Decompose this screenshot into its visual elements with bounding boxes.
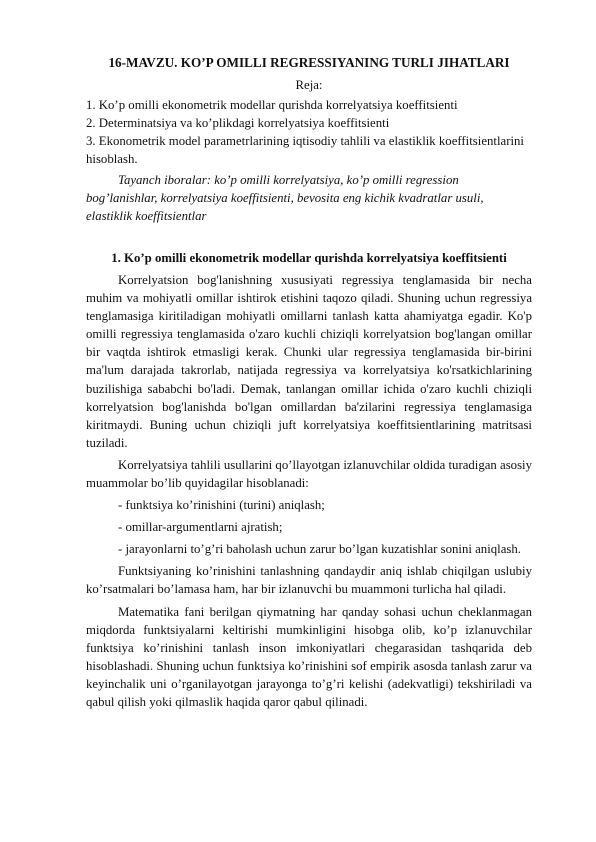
body-paragraph: Korrelyatsion bog'lanishning xususiyati regressiya tenglamasida bir necha muhim va mohiyatli omillar ishtirok etishini taqozo qiladi. Shuning uchun regressiya tenglamasiga kiritiladigan mohiyatli omillarni tanlash katta ahamiyatga egadir. Ko'p omilli regressiya tenglamasida o'zaro kuchli chiziqli korrelyatsion bog'langan omillar bir vaqtda ishtirok etmasligi kerak. Chunki ular regressiya tenglamasida bir-birini ma'lum darajada takrorlab, natijada regressiya va korrelyatsiya ko'rsatkichlarining buzilishiga sababchi bo'ladi. Demak, tanlangan omillar ichida o'zaro kuchli chiziqli korrelyatsion bog'lanishda bo'lgan omillardan ba'zilarini regressiya tenglamasiga kiritmaydi. Buning uchun chiziqli juft korrelyatsiya koeffitsientlarining matritsasi tuziladi. [86, 272, 532, 450]
document-body [86, 54, 532, 715]
section-heading: 1. Ko’p omilli ekonometrik modellar qurishda korrelyatsiya koeffitsienti [111, 250, 507, 265]
bullet-item: - jarayonlarni to’g’ri baholash uchun zarur bo’lgan kuzatishlar sonini aniqlash. [118, 542, 521, 557]
body-paragraph: Korrelyatsiya tahlili usullarini qo’llayotgan izlanuvchilar oldida turadigan asosiy muammolar bo’lib quyidagilar hisoblanadi: [86, 457, 533, 490]
plan-item: 1. Ko’p omilli ekonometrik modellar qurishda korrelyatsiya koeffitsienti [86, 98, 458, 113]
bullet-item: - funktsiya ko’rinishini (turini) aniqlash; [118, 498, 325, 513]
body-paragraph: Funktsiyaning ko’rinishini tanlashning qandaydir aniq ishlab chiqilgan uslubiy ko’rsatmalari bo’lamasa ham, har bir izlanuvchi bu muammoni turlicha hal qiladi. [86, 564, 532, 597]
keywords-paragraph: Tayanch iboralar: ko’p omilli korrelyatsiya, ko’p omilli regression bog’lanishlar, korrelyatsiya koeffitsienti, bevosita eng kichik kvadratlar usuli, elastiklik koeffitsientlar [86, 172, 484, 223]
bullet-item: - omillar-argumentlarni ajratish; [118, 520, 283, 535]
document-title: 16-MAVZU. KO’P OMILLI REGRESSIYANING TURLI JIHATLARI [108, 55, 510, 70]
body-paragraph: Matematika fani berilgan qiymatning har qanday sohasi uchun cheklanmagan miqdorda funktsiyalarni keltirishi mumkinligini hisobga olib, ko’p izlanuvchilar funktsiya ko’rinishini tanlash inson imkoniyatlari chegarasidan tashqarida deb hisoblashadi. Shuning uchun funktsiya ko’rinishini sof empirik asosda tanlash zarur va keyinchalik uni o’rganilayotgan jarayonga to’g’ri kelishi (adekvatligi) tekshiriladi va qabul qilish yoki qilmaslik haqida qaror qabul qilinadi. [86, 604, 532, 709]
plan-label: Reja: [295, 78, 323, 93]
plan-item: 2. Determinatsiya va ko’plikdagi korrelyatsiya koeffitsienti [86, 116, 390, 131]
plan-list [86, 96, 532, 168]
plan-item: 3. Ekonometrik model parametrlarining iqtisodiy tahlili va elastiklik koeffitsientlarini hisoblash. [86, 134, 524, 167]
